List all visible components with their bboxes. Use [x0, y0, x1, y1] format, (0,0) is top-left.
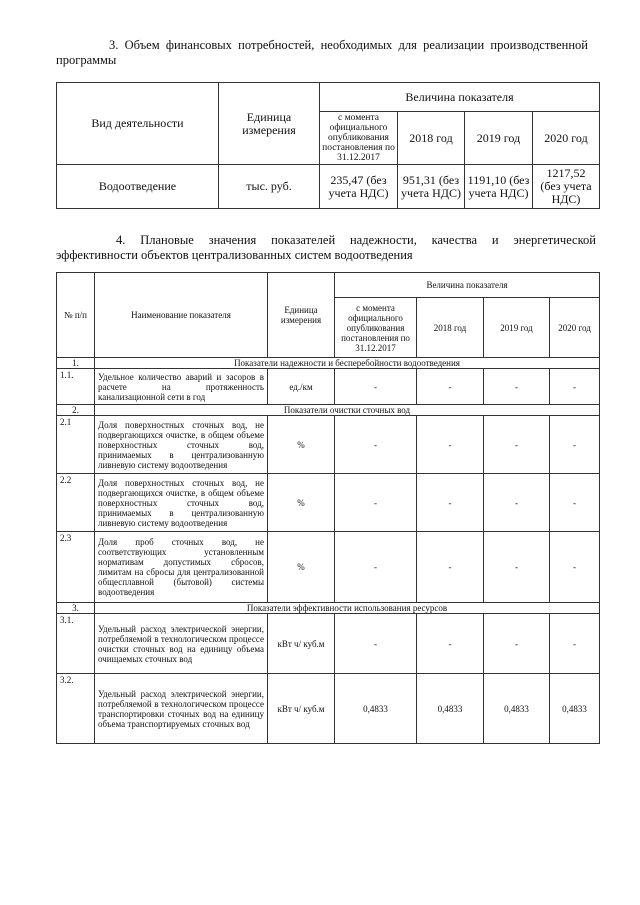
- row-unit: %: [268, 416, 335, 474]
- header-period: с момента официального опубликования постановления по 31.12.2017: [335, 298, 417, 358]
- row-value-2019: 0,4833: [484, 674, 550, 744]
- section-num: 1.: [57, 358, 95, 369]
- cell-2020: 1217,52 (без учета НДС): [533, 165, 600, 209]
- row-value-period: -: [335, 614, 417, 674]
- row-num: 1.1.: [57, 369, 95, 405]
- row-name: Доля проб сточных вод, не соответствующих установленным нормативам допустимых сбросов, лимитам на сбросы для централизованной общесплавной (бытовой) системы водоотведения: [95, 532, 268, 603]
- table-row: [57, 369, 600, 405]
- header-num: № п/п: [57, 273, 95, 358]
- header-2018: 2018 год: [417, 298, 484, 358]
- row-value-2018: -: [417, 614, 484, 674]
- row-value-2019: -: [484, 614, 550, 674]
- row-unit: кВт ч/ куб.м: [268, 674, 335, 744]
- header-2018: 2018 год: [398, 112, 465, 165]
- row-value-2019: -: [484, 416, 550, 474]
- section-title: Показатели надежности и бесперебойности водоотведения: [95, 358, 600, 369]
- row-name: Доля поверхностных сточных вод, не подвергающихся очистке, в общем объеме поверхностных сточных вод, принимаемых в централизованную ливневую систему водоотведения: [95, 474, 268, 532]
- section-title: Показатели очистки сточных вод: [95, 405, 600, 416]
- row-unit: %: [268, 474, 335, 532]
- header-value-group: Величина показателя: [320, 83, 600, 112]
- section-3-heading: 3. Объем финансовых потребностей, необходимых для реализации производственной программы: [56, 38, 588, 67]
- table-row: [57, 165, 600, 209]
- header-unit: Единица измерения: [219, 83, 320, 165]
- cell-period: 235,47 (без учета НДС): [320, 165, 398, 209]
- row-num: 3.2.: [57, 674, 95, 744]
- row-value-2019: -: [484, 369, 550, 405]
- header-2020: 2020 год: [533, 112, 600, 165]
- row-name: Удельный расход электрической энергии, потребляемой в технологическом процессе транспортировки сточных вод на единицу объема транспортируемых сточных вод: [95, 674, 268, 744]
- row-num: 2.1: [57, 416, 95, 474]
- table-row: [57, 674, 600, 744]
- row-value-2018: 0,4833: [417, 674, 484, 744]
- section-row-3: [57, 603, 600, 614]
- row-value-2018: -: [417, 416, 484, 474]
- header-name: Наименование показателя: [95, 273, 268, 358]
- row-value-period: -: [335, 474, 417, 532]
- row-num: 2.2: [57, 474, 95, 532]
- section-num: 2.: [57, 405, 95, 416]
- row-name: Удельный расход электрической энергии, потребляемой в технологическом процессе очистки сточных вод на единицу объема очищаемых сточных вод: [95, 614, 268, 674]
- table-row: [57, 474, 600, 532]
- row-value-2019: -: [484, 532, 550, 603]
- section-num: 3.: [57, 603, 95, 614]
- cell-activity: Водоотведение: [57, 165, 219, 209]
- row-value-2020: 0,4833: [550, 674, 600, 744]
- row-value-2020: -: [550, 532, 600, 603]
- row-value-2018: -: [417, 532, 484, 603]
- table-row: [57, 416, 600, 474]
- row-value-2019: -: [484, 474, 550, 532]
- table-row: [57, 532, 600, 603]
- row-value-period: 0,4833: [335, 674, 417, 744]
- row-num: 2.3: [57, 532, 95, 603]
- row-value-period: -: [335, 532, 417, 603]
- row-value-2020: -: [550, 614, 600, 674]
- row-unit: кВт ч/ куб.м: [268, 614, 335, 674]
- row-num: 3.1.: [57, 614, 95, 674]
- row-unit: ед./км: [268, 369, 335, 405]
- finance-table: [56, 82, 600, 209]
- header-period: с момента официального опубликования постановления по 31.12.2017: [320, 112, 398, 165]
- cell-unit: тыс. руб.: [219, 165, 320, 209]
- row-unit: %: [268, 532, 335, 603]
- header-activity: Вид деятельности: [57, 83, 219, 165]
- row-value-period: -: [335, 416, 417, 474]
- indicators-table: [56, 272, 600, 744]
- row-name: Доля поверхностных сточных вод, не подвергающихся очистке, в общем объеме поверхностных сточных вод, принимаемых в централизованную ливневую систему водоотведения: [95, 416, 268, 474]
- section-title: Показатели эффективности использования ресурсов: [95, 603, 600, 614]
- header-value-group: Величина показателя: [335, 273, 600, 298]
- row-value-2020: -: [550, 416, 600, 474]
- row-value-period: -: [335, 369, 417, 405]
- section-row-2: [57, 405, 600, 416]
- header-unit: Единица измерения: [268, 273, 335, 358]
- section-row-1: [57, 358, 600, 369]
- cell-2019: 1191,10 (без учета НДС): [465, 165, 533, 209]
- row-value-2020: -: [550, 474, 600, 532]
- section-4-heading: 4. Плановые значения показателей надежности, качества и энергетической эффективности объектов централизованных систем водоотведения: [56, 233, 596, 262]
- header-2019: 2019 год: [484, 298, 550, 358]
- table-row: [57, 614, 600, 674]
- row-name: Удельное количество аварий и засоров в расчете на протяженность канализационной сети в год: [95, 369, 268, 405]
- row-value-2018: -: [417, 369, 484, 405]
- cell-2018: 951,31 (без учета НДС): [398, 165, 465, 209]
- header-2020: 2020 год: [550, 298, 600, 358]
- header-2019: 2019 год: [465, 112, 533, 165]
- row-value-2018: -: [417, 474, 484, 532]
- row-value-2020: -: [550, 369, 600, 405]
